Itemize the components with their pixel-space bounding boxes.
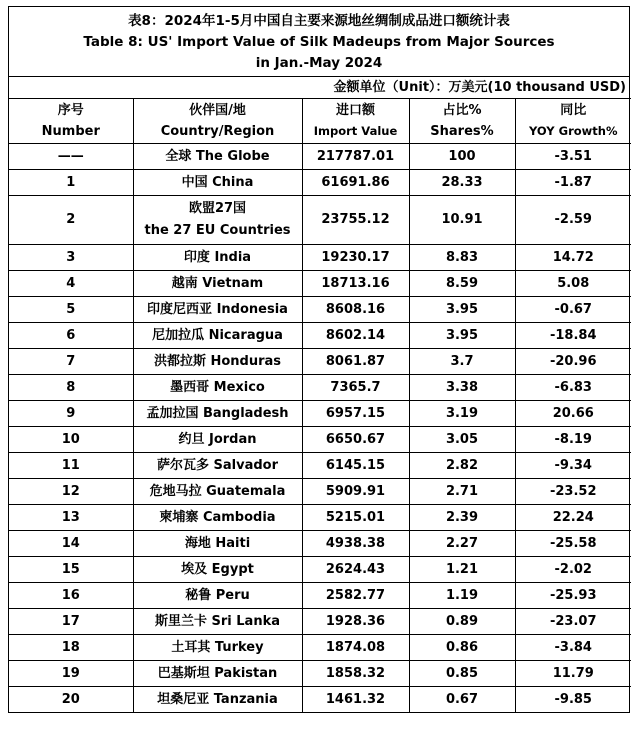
cell-country: 巴基斯坦 Pakistan	[133, 661, 302, 687]
cell-number: 15	[9, 557, 133, 583]
cell-import-value: 6145.15	[302, 453, 409, 479]
cell-import-value: 18713.16	[302, 271, 409, 297]
cell-country: 印度尼西亚 Indonesia	[133, 297, 302, 323]
cell-number: 10	[9, 427, 133, 453]
cell-yoy: 20.66	[515, 401, 631, 427]
table-row	[9, 531, 631, 557]
cell-country: 尼加拉瓜 Nicaragua	[133, 323, 302, 349]
title-chinese: 表8：2024年1-5月中国自主要来源地丝绸制成品进口额统计表	[128, 13, 510, 29]
cell-country: 孟加拉国 Bangladesh	[133, 401, 302, 427]
header-yoy	[515, 99, 631, 144]
cell-yoy: 14.72	[515, 245, 631, 271]
header-shares-zh: 占比%	[442, 103, 482, 118]
table-row	[9, 271, 631, 297]
cell-import-value: 2582.77	[302, 583, 409, 609]
cell-import-value: 23755.12	[302, 196, 409, 245]
import-value-table	[9, 98, 631, 712]
title-english-line2: in Jan.-May 2024	[255, 55, 383, 71]
cell-share: 0.67	[409, 687, 515, 713]
cell-number: 1	[9, 170, 133, 196]
cell-number: 4	[9, 271, 133, 297]
cell-yoy: -23.07	[515, 609, 631, 635]
header-country-zh: 伙伴国/地	[189, 103, 246, 118]
header-number-zh: 序号	[57, 103, 84, 118]
cell-country: 斯里兰卡 Sri Lanka	[133, 609, 302, 635]
cell-share: 10.91	[409, 196, 515, 245]
cell-country	[133, 196, 302, 245]
cell-country: 越南 Vietnam	[133, 271, 302, 297]
cell-import-value: 19230.17	[302, 245, 409, 271]
cell-yoy: -9.34	[515, 453, 631, 479]
cell-yoy: -0.67	[515, 297, 631, 323]
cell-yoy: -8.19	[515, 427, 631, 453]
header-number-en: Number	[41, 124, 100, 139]
table-row	[9, 196, 631, 245]
table-row	[9, 349, 631, 375]
cell-number: 9	[9, 401, 133, 427]
header-number	[9, 99, 133, 144]
cell-country: 印度 India	[133, 245, 302, 271]
cell-country: 全球 The Globe	[133, 144, 302, 170]
cell-share: 3.95	[409, 323, 515, 349]
cell-import-value: 2624.43	[302, 557, 409, 583]
cell-import-value: 8602.14	[302, 323, 409, 349]
table-frame	[8, 6, 630, 713]
table-title	[9, 7, 629, 76]
cell-number: 19	[9, 661, 133, 687]
table-row	[9, 297, 631, 323]
cell-import-value: 1928.36	[302, 609, 409, 635]
cell-import-value: 1858.32	[302, 661, 409, 687]
cell-country: 墨西哥 Mexico	[133, 375, 302, 401]
cell-yoy: -3.51	[515, 144, 631, 170]
table-row	[9, 609, 631, 635]
cell-yoy: -3.84	[515, 635, 631, 661]
cell-import-value: 6650.67	[302, 427, 409, 453]
cell-country: 坦桑尼亚 Tanzania	[133, 687, 302, 713]
cell-import-value: 217787.01	[302, 144, 409, 170]
table-row	[9, 687, 631, 713]
cell-number: 18	[9, 635, 133, 661]
header-shares-en: Shares%	[430, 124, 494, 139]
cell-share: 3.95	[409, 297, 515, 323]
header-import-value	[302, 99, 409, 144]
cell-import-value: 5909.91	[302, 479, 409, 505]
cell-share: 0.89	[409, 609, 515, 635]
table-row	[9, 323, 631, 349]
cell-country: 土耳其 Turkey	[133, 635, 302, 661]
cell-yoy: -6.83	[515, 375, 631, 401]
header-import-value-en: Import Value	[313, 124, 398, 138]
cell-country: 中国 China	[133, 170, 302, 196]
cell-yoy: -9.85	[515, 687, 631, 713]
table-row	[9, 505, 631, 531]
cell-yoy: -2.59	[515, 196, 631, 245]
header-country	[133, 99, 302, 144]
cell-yoy: -18.84	[515, 323, 631, 349]
cell-share: 0.85	[409, 661, 515, 687]
cell-number: 20	[9, 687, 133, 713]
cell-share: 3.38	[409, 375, 515, 401]
cell-yoy: -25.93	[515, 583, 631, 609]
cell-yoy: -1.87	[515, 170, 631, 196]
cell-import-value: 6957.15	[302, 401, 409, 427]
cell-country: 约旦 Jordan	[133, 427, 302, 453]
cell-share: 2.82	[409, 453, 515, 479]
cell-yoy: 5.08	[515, 271, 631, 297]
header-country-en: Country/Region	[160, 124, 275, 139]
unit-label: 金额单位（Unit）：万美元(10 thousand USD)	[9, 76, 629, 98]
cell-share: 1.19	[409, 583, 515, 609]
cell-country: 埃及 Egypt	[133, 557, 302, 583]
cell-country: 萨尔瓦多 Salvador	[133, 453, 302, 479]
cell-yoy: 22.24	[515, 505, 631, 531]
cell-import-value: 1461.32	[302, 687, 409, 713]
cell-import-value: 61691.86	[302, 170, 409, 196]
cell-import-value: 5215.01	[302, 505, 409, 531]
cell-yoy: -25.58	[515, 531, 631, 557]
table-row	[9, 401, 631, 427]
cell-country: 洪都拉斯 Honduras	[133, 349, 302, 375]
cell-share: 3.19	[409, 401, 515, 427]
cell-number: 2	[9, 196, 133, 245]
header-import-value-zh: 进口额	[335, 103, 375, 118]
cell-number: 7	[9, 349, 133, 375]
title-english-line1: Table 8: US' Import Value of Silk Madeups from Major Sources	[83, 34, 555, 50]
table-row	[9, 479, 631, 505]
cell-share: 28.33	[409, 170, 515, 196]
table-row	[9, 375, 631, 401]
table-row	[9, 557, 631, 583]
cell-number: 17	[9, 609, 133, 635]
table-row	[9, 427, 631, 453]
cell-number: 8	[9, 375, 133, 401]
cell-import-value: 8608.16	[302, 297, 409, 323]
header-yoy-zh: 同比	[560, 103, 587, 118]
cell-number: 16	[9, 583, 133, 609]
cell-number: 6	[9, 323, 133, 349]
header-shares	[409, 99, 515, 144]
cell-share: 3.7	[409, 349, 515, 375]
cell-share: 100	[409, 144, 515, 170]
cell-country: 海地 Haiti	[133, 531, 302, 557]
cell-import-value: 8061.87	[302, 349, 409, 375]
cell-number: 5	[9, 297, 133, 323]
cell-share: 0.86	[409, 635, 515, 661]
cell-country-line1: 欧盟27国	[188, 201, 247, 216]
cell-country: 秘鲁 Peru	[133, 583, 302, 609]
cell-yoy: 11.79	[515, 661, 631, 687]
cell-yoy: -20.96	[515, 349, 631, 375]
table-row	[9, 245, 631, 271]
header-row	[9, 99, 631, 144]
cell-share: 2.39	[409, 505, 515, 531]
cell-number: 3	[9, 245, 133, 271]
table-row	[9, 635, 631, 661]
table-row	[9, 170, 631, 196]
cell-import-value: 7365.7	[302, 375, 409, 401]
cell-yoy: -2.02	[515, 557, 631, 583]
cell-import-value: 4938.38	[302, 531, 409, 557]
table-row	[9, 661, 631, 687]
cell-country: 柬埔寨 Cambodia	[133, 505, 302, 531]
table-row	[9, 453, 631, 479]
cell-import-value: 1874.08	[302, 635, 409, 661]
cell-yoy: -23.52	[515, 479, 631, 505]
cell-number: 14	[9, 531, 133, 557]
cell-share: 8.83	[409, 245, 515, 271]
cell-share: 2.27	[409, 531, 515, 557]
cell-number: ——	[9, 144, 133, 170]
cell-country: 危地马拉 Guatemala	[133, 479, 302, 505]
cell-share: 1.21	[409, 557, 515, 583]
table-row	[9, 144, 631, 170]
table-row	[9, 583, 631, 609]
cell-share: 3.05	[409, 427, 515, 453]
cell-country-line2: the 27 EU Countries	[144, 223, 291, 238]
header-yoy-en: YOY Growth%	[529, 124, 618, 138]
cell-share: 2.71	[409, 479, 515, 505]
cell-number: 13	[9, 505, 133, 531]
cell-number: 12	[9, 479, 133, 505]
cell-number: 11	[9, 453, 133, 479]
cell-share: 8.59	[409, 271, 515, 297]
statistics-table-document	[8, 6, 630, 713]
